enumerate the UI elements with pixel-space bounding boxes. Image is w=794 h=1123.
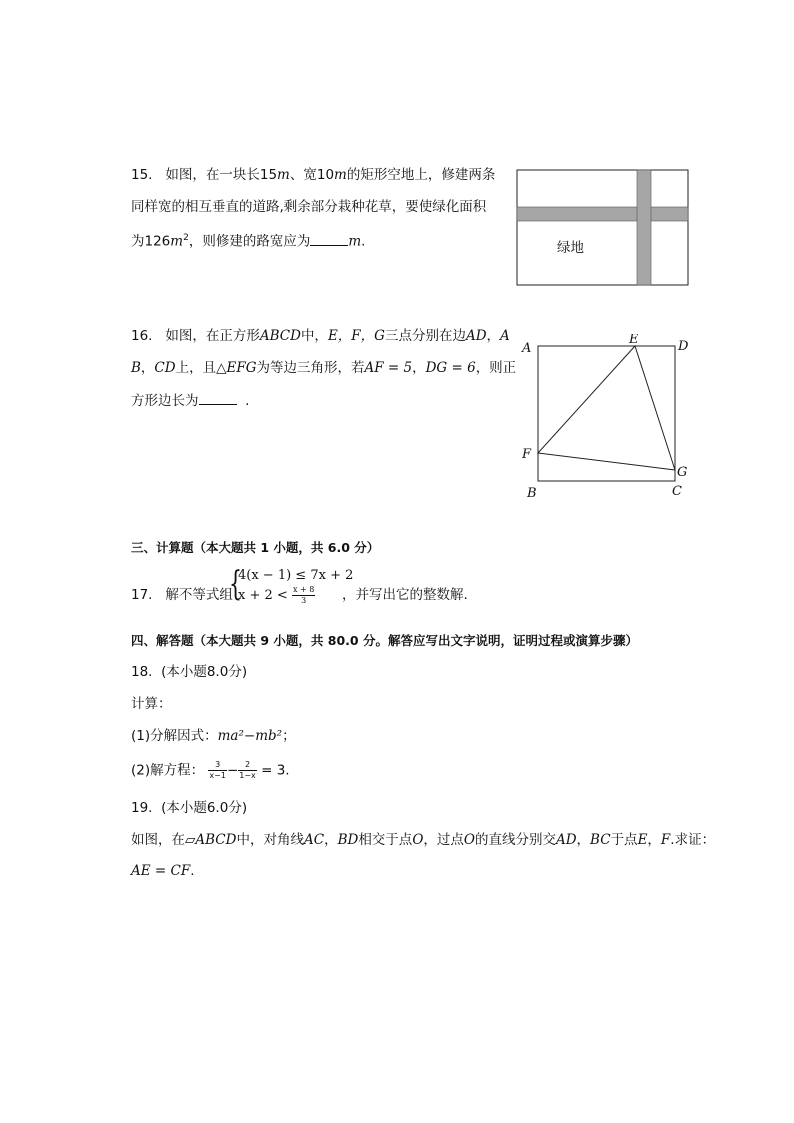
question-number: 16. xyxy=(131,328,153,344)
answer-blank[interactable] xyxy=(199,390,237,405)
q15-rectangle-figure xyxy=(516,169,690,287)
q16-square-figure xyxy=(518,334,698,504)
section4-heading: 四、解答题（本大题共 9 小题，共 80.0 分。解答应写出文字说明，证明过程或演算步骤） xyxy=(131,633,638,648)
label-c: C xyxy=(672,484,682,499)
answer-blank[interactable] xyxy=(310,231,348,246)
label-d: D xyxy=(678,339,689,354)
ineq1: 4(x − 1) ≤ 7x + 2 xyxy=(238,568,354,583)
q18-intro: 计算： xyxy=(131,696,172,712)
q15-line1: 15. 如图，在一块长15m、宽10m的矩形空地上，修建两条 xyxy=(131,167,496,183)
label-f: F xyxy=(522,447,532,462)
label-g: G xyxy=(677,465,688,480)
horizontal-road xyxy=(517,207,688,221)
q19-header: 19. (本小题6.0分) xyxy=(131,800,248,816)
q17-text-post: ，并写出它的整数解. xyxy=(342,587,468,603)
q18-header: 18. (本小题8.0分) xyxy=(131,664,248,680)
green-area-label: 绿地 xyxy=(557,240,584,256)
question-number: 15. xyxy=(131,167,153,183)
q18-part2: (2)解方程： $\frac{3}{x-1}$ − $\frac{2}{1-x}$ = 3. xyxy=(131,760,290,780)
q15-line3: 为$126m^2$，则修建的路宽应为 m. xyxy=(131,228,365,252)
q18-part1: (1)分解因式：ma²−mb²； xyxy=(131,728,296,744)
q16-line2: B，CD上，且△EFG为等边三角形，若AF = 5，DG = 6，则正 xyxy=(131,360,517,376)
brace: { xyxy=(229,564,242,604)
vertical-road xyxy=(637,170,651,285)
square-abcd xyxy=(538,346,675,481)
label-b: B xyxy=(527,486,537,501)
q15-line2: 同样宽的相互垂直的道路,剩余部分栽种花草，要使绿化面积 xyxy=(131,199,487,215)
q19-line2: AE = CF. xyxy=(131,863,195,879)
ineq2: x + 2 < $\frac{x + 8}{3}$ xyxy=(238,585,315,605)
q17-number: 17. 解不等式组 xyxy=(131,587,233,603)
q16-line1: 16. 如图，在正方形ABCD中，E，F，G三点分别在边AD，A xyxy=(131,328,510,344)
section3-heading: 三、计算题（本大题共 1 小题，共 6.0 分） xyxy=(131,540,380,555)
q19-line1: 如图，在▱ABCD中，对角线AC，BD相交于点O，过点O的直线分别交AD，BC于点E，F.求证： xyxy=(131,832,716,848)
q16-line3: 方形边长为 . xyxy=(131,390,249,411)
label-e: E xyxy=(629,334,639,347)
triangle-efg xyxy=(538,346,675,470)
label-a: A xyxy=(522,341,532,356)
